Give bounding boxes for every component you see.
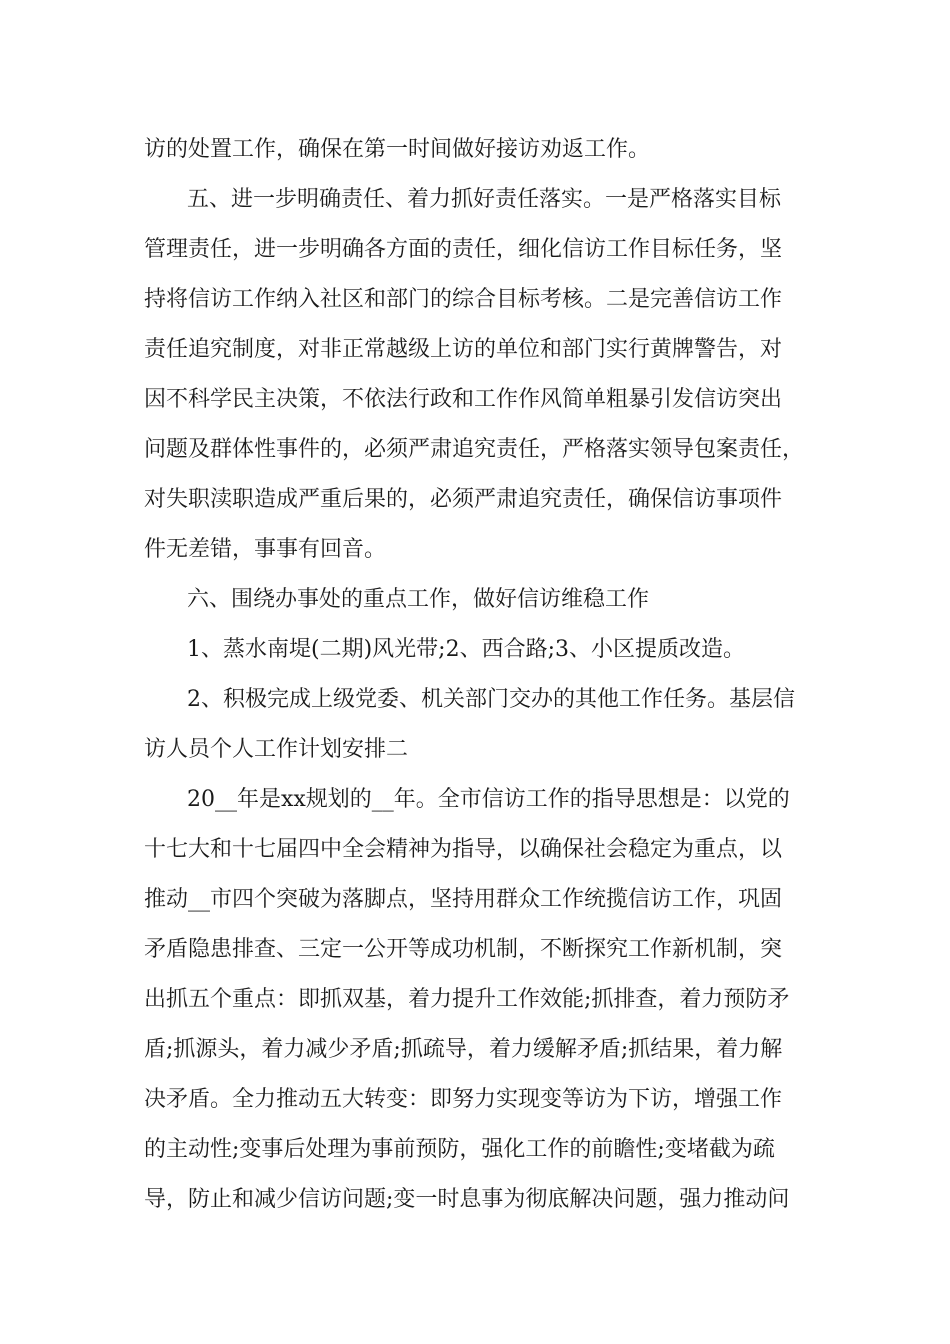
text-line: 盾;抓源头，着力减少矛盾;抓疏导，着力缓解矛盾;抓结果，着力解: [144, 1037, 783, 1062]
text-line: 推动__市四个突破为落脚点，坚持用群众工作统揽信访工作，巩固: [144, 887, 783, 912]
text-line: 20__年是xx规划的__年。全市信访工作的指导思想是：以党的: [187, 787, 790, 812]
text-line: 持将信访工作纳入社区和部门的综合目标考核。二是完善信访工作: [144, 287, 783, 312]
text-line: 十七大和十七届四中全会精神为指导，以确保社会稳定为重点，以: [144, 837, 783, 862]
text-line: 责任追究制度，对非正常越级上访的单位和部门实行黄牌警告，对: [144, 337, 783, 362]
text-line: 导，防止和减少信访问题;变一时息事为彻底解决问题，强力推动问: [144, 1187, 790, 1212]
text-line: 管理责任，进一步明确各方面的责任，细化信访工作目标任务，坚: [144, 237, 783, 262]
text-line: 的主动性;变事后处理为事前预防，强化工作的前瞻性;变堵截为疏: [144, 1137, 775, 1162]
text-line: 因不科学民主决策，不依法行政和工作作风简单粗暴引发信访突出: [144, 387, 783, 412]
text-line: 矛盾隐患排查、三定一公开等成功机制，不断探究工作新机制，突: [144, 937, 783, 962]
text-line: 五、进一步明确责任、着力抓好责任落实。一是严格落实目标: [187, 187, 782, 212]
text-line: 访的处置工作，确保在第一时间做好接访劝返工作。: [144, 137, 651, 162]
text-line: 2、积极完成上级党委、机关部门交办的其他工作任务。基层信: [187, 687, 795, 712]
text-line: 六、围绕办事处的重点工作，做好信访维稳工作: [187, 587, 650, 612]
text-line: 问题及群体性事件的，必须严肃追究责任，严格落实领导包案责任，: [144, 437, 805, 462]
text-line: 决矛盾。全力推动五大转变：即努力实现变等访为下访，增强工作: [144, 1087, 783, 1112]
text-line: 1、蒸水南堤(二期)风光带;2、西合路;3、小区提质改造。: [187, 637, 745, 662]
text-line: 对失职渎职造成严重后果的，必须严肃追究责任，确保信访事项件: [144, 487, 783, 512]
text-line: 访人员个人工作计划安排二: [144, 737, 409, 762]
text-line: 出抓五个重点：即抓双基，着力提升工作效能;抓排查，着力预防矛: [144, 987, 790, 1012]
text-line: 件无差错，事事有回音。: [144, 537, 387, 562]
